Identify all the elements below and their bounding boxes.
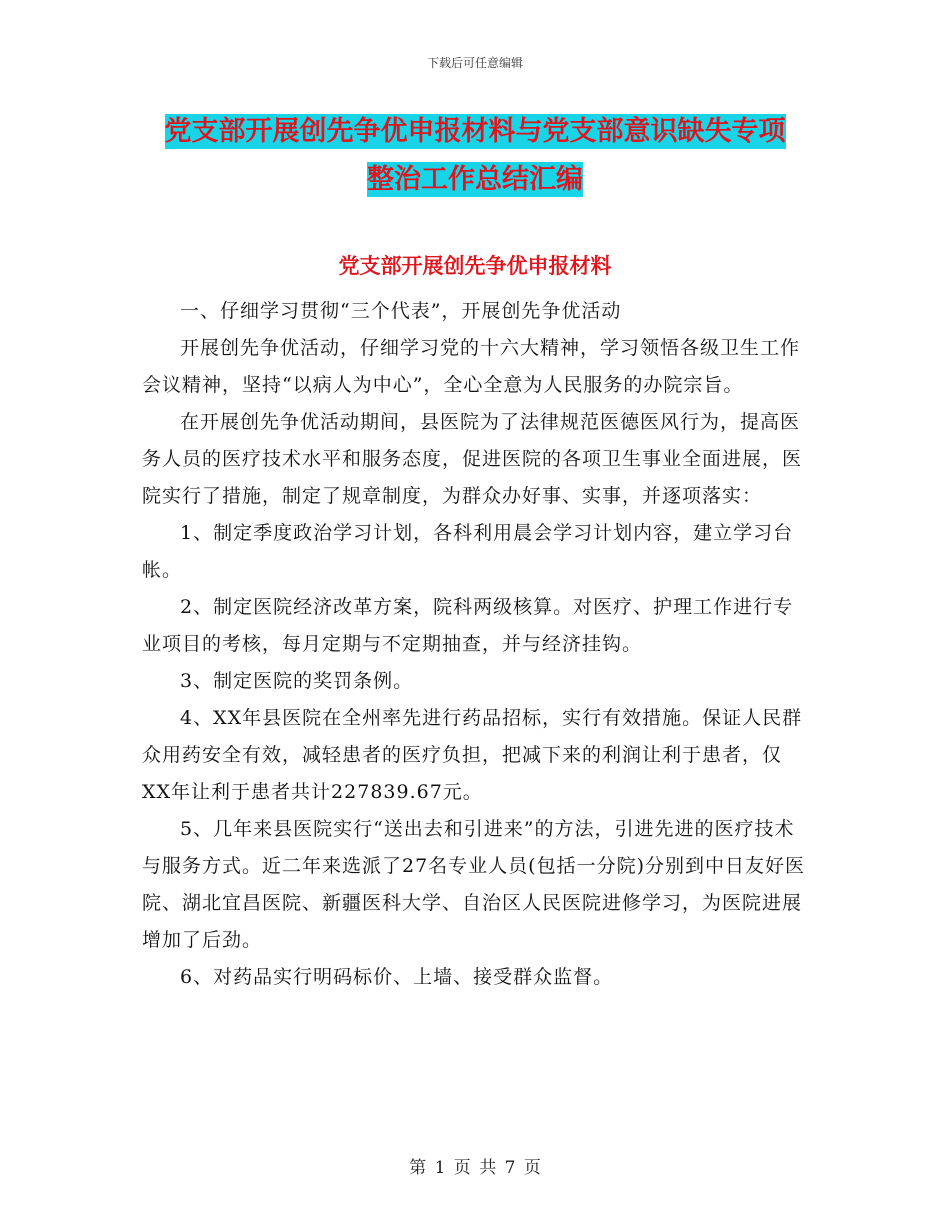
paragraph: 4、XX年县医院在全州率先进行药品招标，实行有效措施。保证人民群众用药安全有效，减轻患者的医疗负担，把减下来的利润让利于患者，仅XX年让利于患者共计227839.67元。	[142, 707, 803, 803]
title-line-1: 党支部开展创先争优申报材料与党支部意识缺失专项	[164, 116, 786, 147]
title-line-2: 整治工作总结汇编	[367, 164, 583, 195]
paragraph: 5、几年来县医院实行“送出去和引进来”的方法，引进先进的医疗技术与服务方式。近二年来选派了27名专业人员(包括一分院)分别到中日友好医院、湖北宜昌医院、新疆医科大学、自治区人民医院进修学习，为医院进展增加了后劲。	[142, 818, 806, 951]
paragraph: 在开展创先争优活动期间，县医院为了法律规范医德医风行为，提高医务人员的医疗技术水平和服务态度，促进医院的各项卫生事业全面进展，医院实行了措施，制定了规章制度，为群众办好事、实事，并逐项落实：	[142, 411, 803, 507]
section-title: 党支部开展创先争优申报材料	[338, 253, 612, 278]
paragraph: 6、对药品实行明码标价、上墙、接受群众监督。	[180, 966, 614, 988]
page-footer: 第 1 页 共 7 页	[409, 1158, 541, 1178]
paragraph: 1、制定季度政治学习计划，各科利用晨会学习计划内容，建立学习台帐。	[142, 522, 794, 581]
document-body	[142, 293, 810, 996]
paragraph: 2、制定医院经济改革方案，院科两级核算。对医疗、护理工作进行专业项目的考核，每月定期与不定期抽查，并与经济挂钩。	[142, 596, 794, 655]
paragraph: 一、仔细学习贯彻“三个代表”，开展创先争优活动	[180, 300, 622, 322]
document-title	[142, 108, 808, 204]
header-note: 下载后可任意编辑	[426, 56, 523, 70]
paragraph: 3、制定医院的奖罚条例。	[180, 670, 414, 692]
paragraph: 开展创先争优活动，仔细学习党的十六大精神，学习领悟各级卫生工作会议精神，坚持“以病人为中心”，全心全意为人民服务的办院宗旨。	[142, 337, 801, 396]
